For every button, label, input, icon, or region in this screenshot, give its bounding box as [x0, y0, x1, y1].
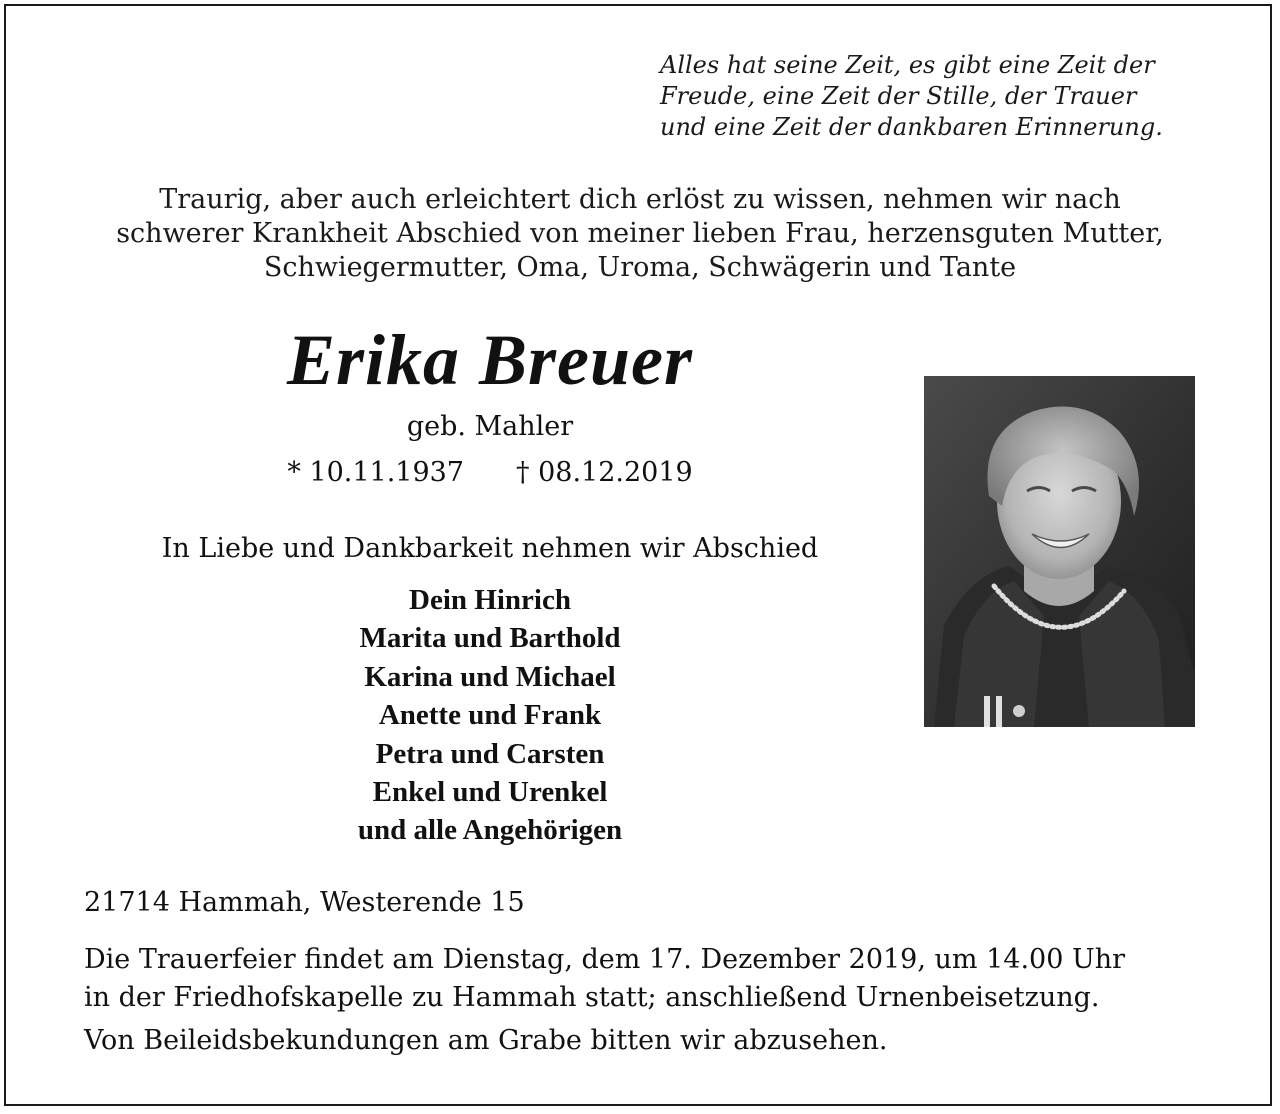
- intro-line: Traurig, aber auch erleichtert dich erlöst zu wissen, nehmen wir nach: [159, 184, 1121, 215]
- intro-line: Schwiegermutter, Oma, Uroma, Schwägerin und Tante: [263, 252, 1017, 283]
- address: 21714 Hammah, Westerende 15: [84, 887, 525, 918]
- family-entry: Enkel und Urenkel: [372, 776, 608, 809]
- deceased-name: Erika Breuer: [286, 320, 694, 400]
- birth-date: * 10.11.1937: [287, 457, 464, 488]
- family-entry: Dein Hinrich: [409, 584, 571, 616]
- intro-line: schwerer Krankheit Abschied von meiner lieben Frau, herzensguten Mutter,: [116, 218, 1164, 249]
- family-entry: Anette und Frank: [378, 699, 602, 732]
- portrait-photo: [924, 376, 1195, 727]
- service-line: Die Trauerfeier findet am Dienstag, dem 17. Dezember 2019, um 14.00 Uhr: [84, 944, 1126, 975]
- farewell-line: In Liebe und Dankbarkeit nehmen wir Abschied: [161, 533, 819, 564]
- family-list: [190, 581, 790, 850]
- life-dates: [190, 456, 790, 490]
- condolence-note: Von Beileidsbekundungen am Grabe bitten wir abzusehen.: [84, 1025, 888, 1056]
- family-entry: und alle Angehörigen: [357, 814, 623, 847]
- service-line: in der Friedhofskapelle zu Hammah statt; anschließend Urnenbeisetzung.: [84, 982, 1100, 1013]
- intro-text: [40, 183, 1240, 285]
- family-entry: Petra und Carsten: [375, 737, 605, 770]
- quote-line: Alles hat seine Zeit, es gibt eine Zeit der: [660, 51, 1155, 79]
- family-entry: Marita und Barthold: [359, 622, 621, 655]
- quote-line: Freude, eine Zeit der Stille, der Trauer: [660, 82, 1137, 110]
- quote-line: und eine Zeit der dankbaren Erinnerung.: [660, 113, 1163, 141]
- born-name: geb. Mahler: [406, 411, 574, 442]
- service-info: [84, 941, 1224, 1017]
- death-date: † 08.12.2019: [516, 457, 693, 488]
- quote-block: [660, 50, 1220, 143]
- family-entry: Karina und Michael: [364, 660, 616, 693]
